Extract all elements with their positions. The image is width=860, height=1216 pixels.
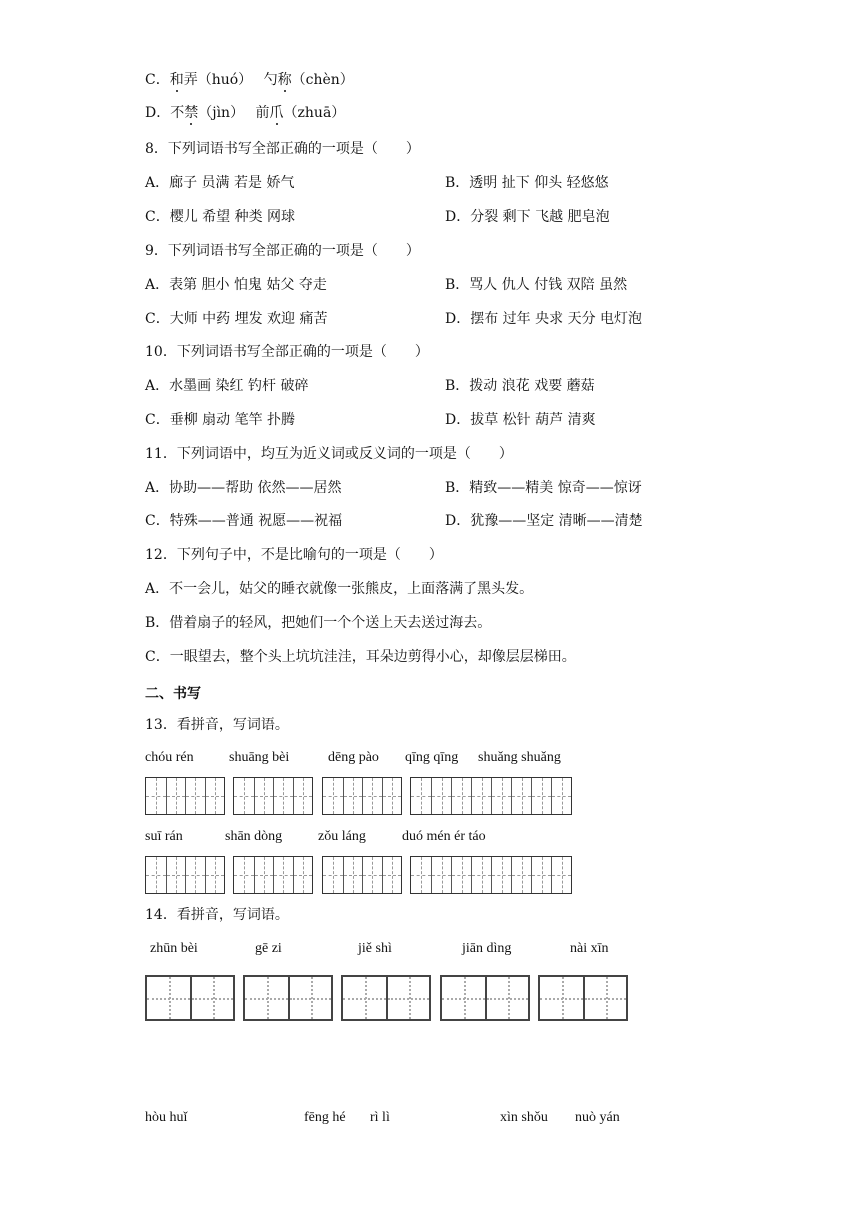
writing-cell	[451, 778, 471, 814]
writing-cell	[491, 778, 511, 814]
tianzige-box[interactable]	[243, 975, 333, 1021]
q11-stem: 11．下列词语中，均互为近义词或反义词的一项是（ ）	[145, 446, 513, 462]
writing-cell	[551, 857, 571, 893]
writing-cell	[293, 857, 313, 893]
pinyin-label: nài xīn	[570, 941, 609, 956]
q11-option-d: D．犹豫——坚定 清晰——清楚	[445, 513, 643, 529]
q12-option-c: C．一眼望去，整个头上坑坑洼洼，耳朵边剪得小心，却像层层梯田。	[145, 649, 576, 665]
writing-cell	[471, 778, 491, 814]
pinyin-label: qīng qīng	[405, 750, 459, 765]
tianzige-cell	[288, 977, 331, 1019]
writing-cell	[531, 857, 551, 893]
tianzige-cell	[583, 977, 626, 1019]
tianzige-cell	[442, 977, 485, 1019]
writing-cell	[343, 778, 363, 814]
writing-cell	[273, 778, 293, 814]
writing-cell	[323, 778, 343, 814]
q10-stem: 10．下列词语书写全部正确的一项是（ ）	[145, 344, 429, 360]
q7-option-d: D．不禁（jìn） 前爪（zhuā）	[145, 105, 346, 121]
writing-cell	[451, 857, 471, 893]
writing-box[interactable]	[145, 856, 225, 894]
writing-box[interactable]	[233, 856, 313, 894]
pinyin-label: shān dòng	[225, 829, 283, 844]
q9-option-a: A．表第 胆小 怕鬼 姑父 夺走	[145, 277, 327, 293]
writing-cell	[254, 857, 274, 893]
writing-cell	[205, 778, 225, 814]
pinyin-label: jiě shì	[358, 941, 392, 956]
writing-box[interactable]	[322, 777, 402, 815]
tianzige-cell	[540, 977, 583, 1019]
q8-option-c: C．樱儿 希望 种类 网球	[145, 209, 296, 225]
writing-cell	[511, 778, 531, 814]
q10-option-b: B．拨动 浪花 戏要 蘑菇	[445, 378, 595, 394]
writing-cell	[471, 857, 491, 893]
q10-option-d: D．拔草 松针 葫芦 清爽	[445, 412, 596, 428]
pinyin-label: hòu huǐ	[145, 1110, 188, 1125]
writing-cell	[146, 857, 166, 893]
q11-option-b: B．精致——精美 惊奇——惊讶	[445, 480, 642, 496]
writing-box[interactable]	[145, 777, 225, 815]
q8-option-a: A．廊子 员满 若是 娇气	[145, 175, 295, 191]
writing-cell	[551, 778, 571, 814]
writing-cell	[431, 778, 451, 814]
q7-option-c: C．和弄（huó） 勺称（chèn）	[145, 72, 354, 88]
writing-cell	[273, 857, 293, 893]
writing-cell	[146, 778, 166, 814]
pinyin-label: xìn shǒu	[500, 1110, 548, 1125]
q12-option-a: A．不一会儿，姑父的睡衣就像一张熊皮，上面落满了黑头发。	[145, 581, 534, 597]
pinyin-label: zǒu láng	[318, 829, 366, 844]
q14-stem: 14．看拼音，写词语。	[145, 907, 289, 923]
q9-option-c: C．大师 中药 埋发 欢迎 痛苦	[145, 311, 328, 327]
tianzige-box[interactable]	[538, 975, 628, 1021]
writing-cell	[185, 778, 205, 814]
writing-cell	[382, 778, 402, 814]
writing-cell	[531, 778, 551, 814]
q8-option-b: B．透明 扯下 仰头 轻悠悠	[445, 175, 609, 191]
pinyin-label: duó mén ér táo	[402, 829, 486, 844]
tianzige-cell	[386, 977, 429, 1019]
writing-cell	[382, 857, 402, 893]
q10-option-c: C．垂柳 扇动 笔竿 扑腾	[145, 412, 296, 428]
pinyin-label: gē zi	[255, 941, 282, 956]
pinyin-label: zhūn bèi	[150, 941, 198, 956]
tianzige-box[interactable]	[440, 975, 530, 1021]
q12-option-b: B．借着扇子的轻风，把她们一个个送上天去送过海去。	[145, 615, 492, 631]
writing-cell	[431, 857, 451, 893]
pinyin-label: nuò yán	[575, 1110, 620, 1125]
q11-option-a: A．协助——帮助 依然——居然	[145, 480, 342, 496]
writing-box[interactable]	[410, 777, 572, 815]
pinyin-label: suī rán	[145, 829, 183, 844]
writing-cell	[234, 778, 254, 814]
pinyin-label: shuāng bèi	[229, 750, 290, 765]
pinyin-label: chóu rén	[145, 750, 194, 765]
q9-option-b: B．骂人 仇人 付钱 双陪 虽然	[445, 277, 628, 293]
writing-cell	[511, 857, 531, 893]
pinyin-label: rì lì	[370, 1110, 390, 1125]
writing-cell	[166, 857, 186, 893]
pinyin-label: dēng pào	[328, 750, 379, 765]
writing-cell	[343, 857, 363, 893]
writing-cell	[205, 857, 225, 893]
q12-stem: 12．下列句子中，不是比喻句的一项是（ ）	[145, 547, 443, 563]
tianzige-cell	[190, 977, 233, 1019]
writing-cell	[491, 857, 511, 893]
tianzige-cell	[147, 977, 190, 1019]
writing-box[interactable]	[322, 856, 402, 894]
tianzige-box[interactable]	[341, 975, 431, 1021]
writing-cell	[411, 857, 431, 893]
writing-cell	[362, 857, 382, 893]
q9-stem: 9．下列词语书写全部正确的一项是（ ）	[145, 243, 420, 259]
writing-cell	[293, 778, 313, 814]
pinyin-label: shuǎng shuǎng	[478, 750, 561, 765]
tianzige-cell	[485, 977, 528, 1019]
writing-cell	[166, 778, 186, 814]
tianzige-cell	[343, 977, 386, 1019]
q13-stem: 13．看拼音，写词语。	[145, 717, 289, 733]
writing-box[interactable]	[233, 777, 313, 815]
writing-cell	[254, 778, 274, 814]
q8-stem: 8．下列词语书写全部正确的一项是（ ）	[145, 141, 420, 157]
pinyin-label: jiān dìng	[462, 941, 512, 956]
writing-box[interactable]	[410, 856, 572, 894]
tianzige-cell	[245, 977, 288, 1019]
q8-option-d: D．分裂 剩下 飞越 肥皂泡	[445, 209, 610, 225]
section-title: 二、书写	[145, 686, 201, 702]
pinyin-label: fēng hé	[304, 1110, 346, 1125]
q11-option-c: C．特殊——普通 祝愿——祝福	[145, 513, 343, 529]
q9-option-d: D．摆布 过年 央求 天分 电灯泡	[445, 311, 643, 327]
q10-option-a: A．水墨画 染红 钓杆 破碎	[145, 378, 309, 394]
writing-cell	[234, 857, 254, 893]
writing-cell	[362, 778, 382, 814]
writing-cell	[185, 857, 205, 893]
tianzige-box[interactable]	[145, 975, 235, 1021]
writing-cell	[323, 857, 343, 893]
writing-cell	[411, 778, 431, 814]
